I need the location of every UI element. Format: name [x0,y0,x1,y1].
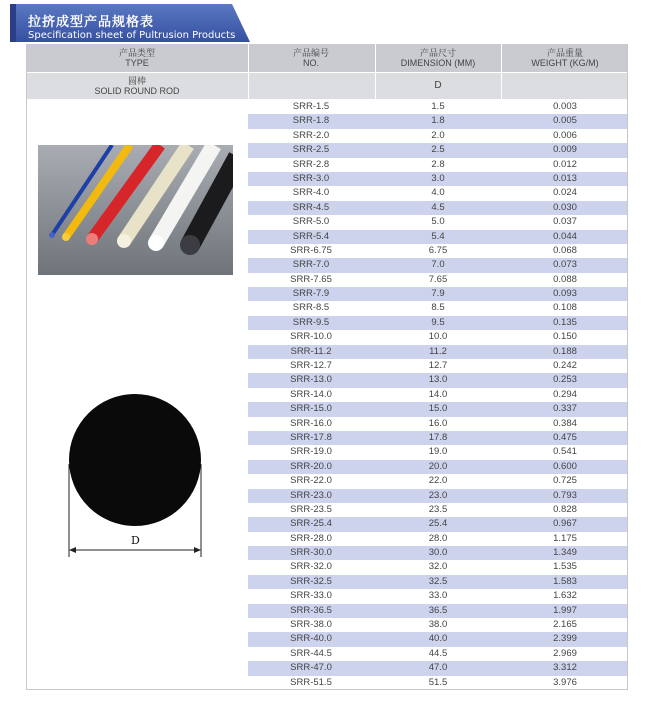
table-row [248,273,628,287]
table-row [248,186,628,200]
dimension-cell: 19.0 [428,446,448,458]
product-no-cell: SRR-1.5 [292,101,330,112]
table-row [248,474,628,488]
product-no-cell: SRR-16.0 [290,417,332,429]
product-no-cell: SRR-23.5 [290,503,332,515]
table-row [248,417,628,431]
table-row [248,345,628,359]
weight-cell: 0.793 [553,489,577,501]
table-row [248,158,628,172]
product-no-cell: SRR-30.0 [290,547,332,559]
table-row [248,316,628,330]
title-banner [10,4,250,42]
dimension-cell: 13.0 [428,374,448,386]
product-no-cell: SRR-36.5 [290,604,332,616]
col-type [26,44,248,72]
product-no-cell: SRR-28.0 [290,532,332,544]
table-header [26,44,628,72]
product-no-cell: SRR-2.0 [292,129,330,141]
dimension-cell: 9.5 [431,316,445,328]
rod-cross-section [69,394,201,526]
weight-cell: 0.093 [553,288,577,300]
weight-cell: 0.006 [553,129,577,141]
product-no-cell: SRR-40.0 [290,633,332,645]
product-no-cell: SRR-4.5 [292,201,330,213]
product-no-cell: SRR-38.0 [290,619,332,631]
table-row [248,359,628,373]
table-row [248,431,628,445]
weight-cell: 0.088 [553,273,577,285]
product-no-cell: SRR-3.0 [292,172,330,184]
dimension-cell: 8.5 [431,302,445,314]
dimension-cell: 4.5 [431,201,445,213]
dimension-cell: 23.5 [428,503,448,515]
weight-cell: 0.005 [553,115,577,127]
weight-cell: 3.312 [553,662,577,674]
dimension-cell: 40.0 [428,633,448,645]
dimension-cell: 36.5 [428,604,448,616]
product-no-cell: SRR-11.2 [290,345,332,357]
weight-cell: 1.997 [553,604,577,616]
dimension-cell: 14.0 [428,388,448,400]
col-wt-cn: 产品重量 [546,48,583,58]
product-no-cell: SRR-4.0 [292,187,330,199]
dimension-cell: 20.0 [428,460,448,472]
dimension-cell: 51.5 [428,676,448,688]
product-no-cell: SRR-2.5 [292,144,330,156]
weight-cell: 0.068 [553,244,577,256]
weight-cell: 0.242 [553,360,577,372]
table-row [248,445,628,459]
weight-cell: 0.828 [553,503,577,515]
type-row [26,73,628,99]
table-row [248,604,628,618]
dimension-cell: 28.0 [428,532,448,544]
dimension-cell: 16.0 [428,417,448,429]
weight-cell: 0.475 [553,431,577,443]
table-row [248,301,628,315]
weight-cell: 2.399 [553,633,577,645]
product-no-cell: SRR-14.0 [290,388,332,400]
weight-cell: 1.583 [553,575,577,587]
product-type-cn: 圆棒 [127,76,146,86]
product-no-cell: SRR-44.5 [290,647,332,659]
dimension-cell: 47.0 [428,662,448,674]
dimension-cell: 23.0 [428,489,448,501]
product-no-cell: SRR-17.8 [290,431,332,443]
dimension-cell: 5.0 [431,216,445,228]
dimension-cell: 5.4 [431,230,445,242]
dimension-cell: 32.0 [428,561,448,573]
table-row [248,618,628,632]
title-cn: 拉挤成型产品规格表 [28,15,155,30]
product-no-cell: SRR-10.0 [290,331,332,343]
spec-sheet [26,44,628,690]
dimension-cell: 7.65 [428,273,448,285]
dimension-cell: 11.2 [429,345,447,357]
dimension-cell: 3.0 [431,172,445,184]
weight-cell: 0.073 [553,259,577,271]
table-row [248,258,628,272]
product-no-cell: SRR-20.0 [290,460,332,472]
table-row [248,172,628,186]
dimension-cell: 44.5 [428,647,448,659]
product-no-cell: SRR-5.4 [292,230,330,242]
product-no-cell: SRR-47.0 [290,662,332,674]
spec-table-body [248,100,628,690]
col-weight [502,44,628,72]
table-row [248,330,628,344]
weight-cell: 0.541 [553,446,577,458]
weight-cell: 2.969 [553,647,577,659]
table-row [248,560,628,574]
weight-cell: 0.253 [553,374,577,386]
product-no-cell: SRR-12.7 [290,360,332,372]
dimension-cell: 1.5 [431,101,445,112]
col-dim-cn: 产品尺寸 [419,48,456,58]
product-no-cell: SRR-22.0 [290,475,332,487]
table-row [248,503,628,517]
table-row [248,244,628,258]
table-row [248,100,628,114]
diagram-label: D [131,534,140,547]
col-dimension [376,44,500,72]
table-row [248,402,628,416]
table-row [248,647,628,661]
weight-cell: 1.175 [553,532,577,544]
weight-cell: 0.384 [553,417,577,429]
col-wt-en: WEIGHT (KG/M) [531,58,599,68]
table-row [248,661,628,675]
weight-cell: 1.349 [553,547,577,559]
dimension-cell: 15.0 [428,403,448,415]
product-type [26,73,248,99]
dimension-cell: 32.5 [428,575,448,587]
weight-cell: 0.024 [553,187,577,199]
table-row [248,373,628,387]
dimension-cell: 10.0 [428,331,448,343]
dimension-cell: 22.0 [428,475,448,487]
product-no-cell: SRR-13.0 [290,374,332,386]
table-row [248,388,628,402]
product-no-cell: SRR-8.5 [292,302,330,314]
dimension-cell: 7.0 [431,259,445,271]
table-row [248,517,628,531]
product-no-cell: SRR-6.75 [290,244,332,256]
weight-cell: 0.150 [553,331,577,343]
weight-cell: 0.044 [553,230,577,242]
table-row [248,287,628,301]
dimension-cell: 38.0 [428,619,448,631]
dimension-cell: 12.7 [428,360,448,372]
weight-cell: 0.030 [553,201,577,213]
table-row [248,532,628,546]
table-row [248,546,628,560]
product-no-cell: SRR-7.65 [290,273,332,285]
product-no-cell: SRR-25.4 [290,518,332,530]
weight-cell: 1.632 [553,590,577,602]
col-type-en: TYPE [125,58,149,68]
weight-cell: 0.003 [553,101,577,112]
weight-cell: 0.009 [553,144,577,156]
product-no-cell: SRR-23.0 [290,489,332,501]
dimension-cell: 33.0 [428,590,448,602]
weight-cell: 0.725 [553,475,577,487]
product-no-cell: SRR-2.8 [292,158,330,170]
table-row [248,489,628,503]
product-no-cell: SRR-32.5 [290,575,332,587]
weight-cell: 0.108 [553,302,577,314]
weight-cell: 0.013 [553,172,577,184]
table-row [248,201,628,215]
weight-cell: 3.976 [553,676,577,688]
dimension-cell: 2.0 [431,129,445,141]
dimension-cell: 30.0 [428,547,448,559]
table-row [248,460,628,474]
weight-cell: 0.135 [553,316,577,328]
col-no-en: NO. [302,58,319,68]
product-photo [38,145,233,275]
product-no-cell: SRR-33.0 [290,590,332,602]
product-no-cell: SRR-9.5 [292,316,330,328]
col-no-cn: 产品编号 [292,48,329,58]
product-no-cell: SRR-1.8 [292,115,330,127]
product-type-en: SOLID ROUND ROD [94,86,180,96]
col-no [248,44,374,72]
dimension-cell: 2.5 [431,144,445,156]
dimension-cell: 4.0 [431,187,445,199]
dimension-cell: 1.8 [431,115,445,127]
title-en: Specification sheet of Pultrusion Products [28,30,236,41]
table-row [248,143,628,157]
dimension-cell: 6.75 [428,244,448,256]
dimension-cell: 17.8 [428,431,448,443]
product-no-cell: SRR-19.0 [290,446,332,458]
weight-cell: 2.165 [553,619,577,631]
col-dim-en: DIMENSION (MM) [400,58,476,68]
dimension-cell: 25.4 [428,518,448,530]
weight-cell: 0.294 [553,388,577,400]
dimension-cell: 7.9 [431,288,445,300]
table-row [248,114,628,128]
product-no-cell: SRR-7.0 [292,259,330,271]
table-row [248,676,628,690]
dimension-symbol: D [434,80,442,91]
weight-cell: 0.188 [553,345,577,357]
table-row [248,589,628,603]
product-no-cell: SRR-51.5 [290,676,332,688]
weight-cell: 1.535 [553,561,577,573]
dimension-cell: 2.8 [431,158,445,170]
table-row [248,215,628,229]
product-no-cell: SRR-7.9 [292,288,330,300]
table-row [248,129,628,143]
product-no-cell: SRR-15.0 [290,403,332,415]
weight-cell: 0.600 [553,460,577,472]
weight-cell: 0.037 [553,216,577,228]
product-no-cell: SRR-5.0 [292,216,330,228]
table-row [248,230,628,244]
weight-cell: 0.012 [553,158,577,170]
table-row [248,632,628,646]
product-no-cell: SRR-32.0 [290,561,332,573]
col-type-cn: 产品类型 [118,48,155,58]
weight-cell: 0.337 [553,403,577,415]
table-row [248,575,628,589]
weight-cell: 0.967 [553,518,577,530]
